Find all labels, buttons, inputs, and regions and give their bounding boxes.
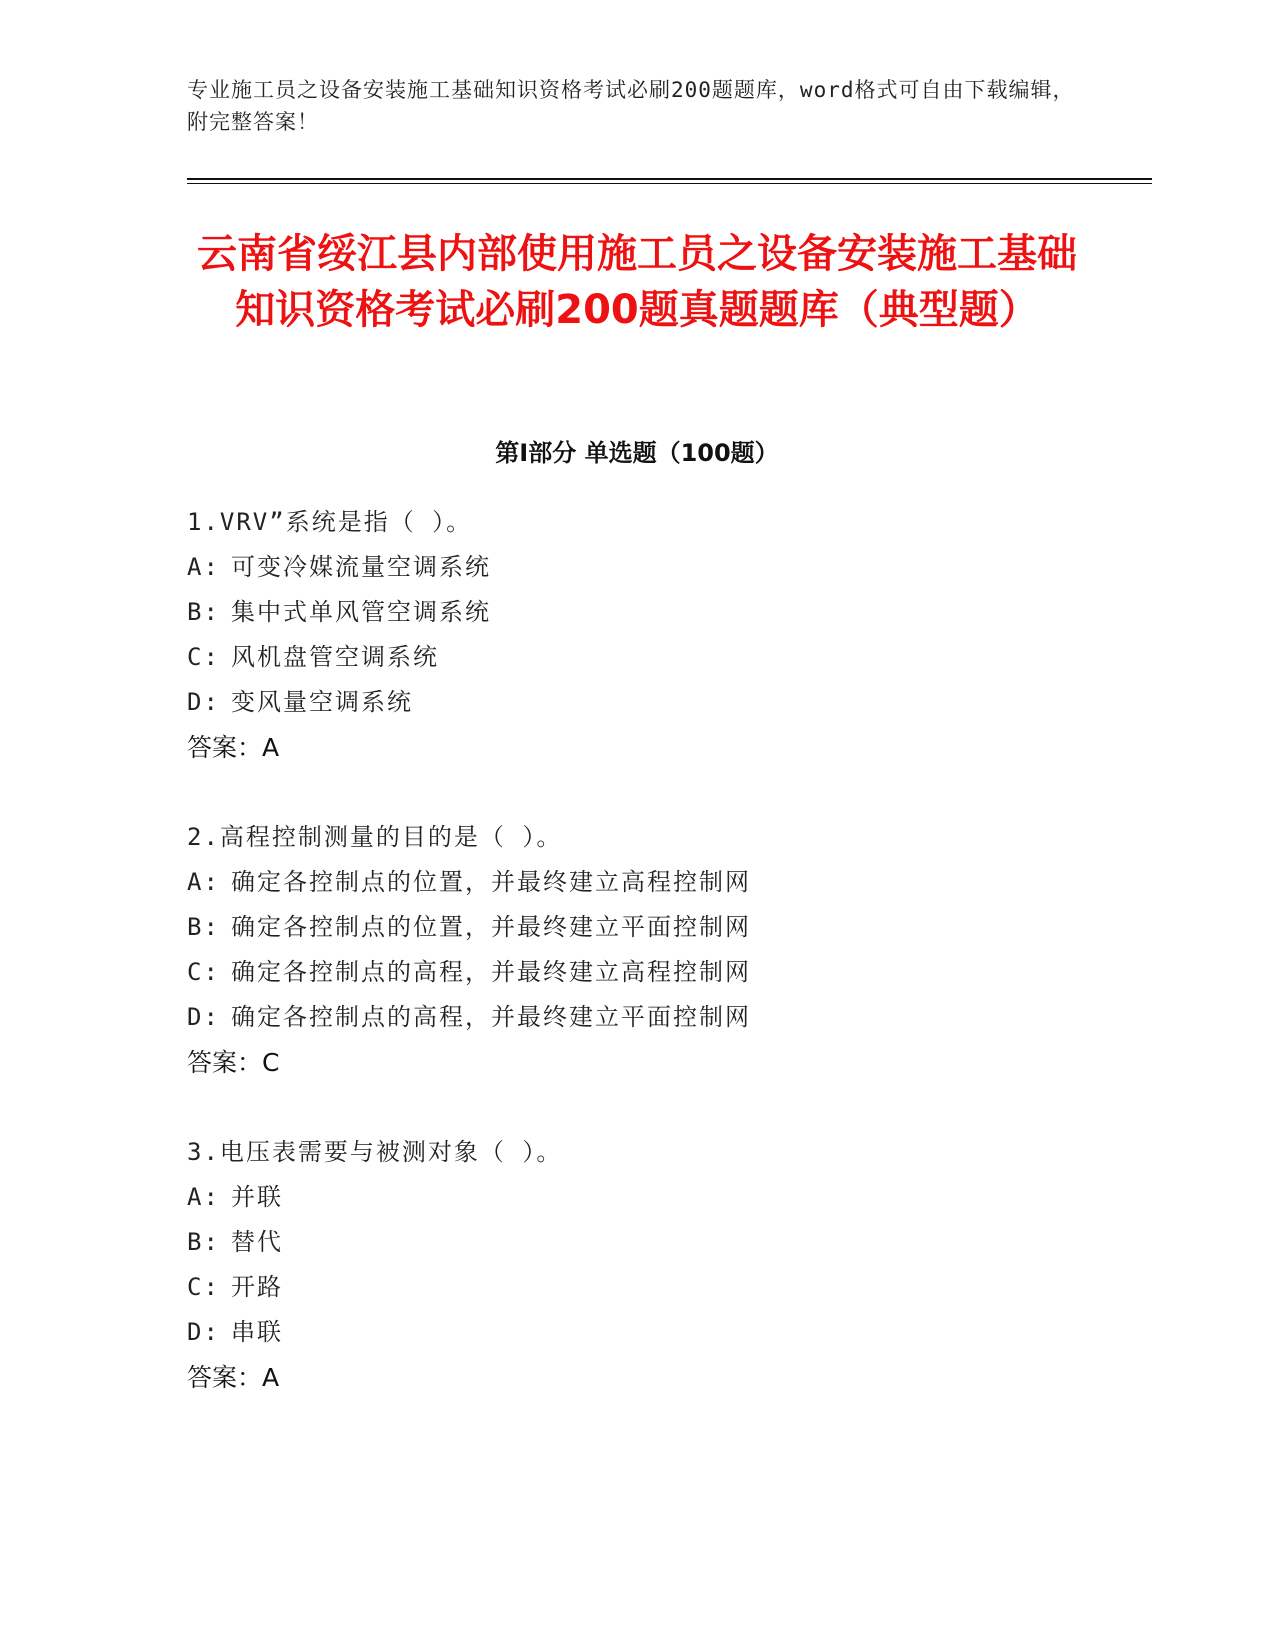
option-text: 开路 [231, 1273, 283, 1301]
question-stem: 2.高程控制测量的目的是（ ）。 [187, 823, 563, 851]
option-key: D: [187, 1318, 220, 1346]
option-text: 可变冷媒流量空调系统 [231, 553, 491, 581]
option-text: 并联 [231, 1183, 283, 1211]
question-block [187, 500, 1087, 770]
option-c [187, 950, 1087, 995]
option-b [187, 1220, 1087, 1265]
header-divider-thin [187, 183, 1152, 184]
option-key: B: [187, 598, 220, 626]
option-text: 确定各控制点的位置，并最终建立平面控制网 [231, 913, 751, 941]
question-block [187, 815, 1087, 1085]
option-key: B: [187, 913, 220, 941]
option-text: 变风量空调系统 [231, 688, 413, 716]
question-stem: 3.电压表需要与被测对象（ ）。 [187, 1138, 563, 1166]
header-divider-thick [187, 178, 1152, 180]
option-key: A: [187, 868, 220, 896]
option-text: 替代 [231, 1228, 283, 1256]
option-d [187, 1310, 1087, 1355]
option-d [187, 995, 1087, 1040]
option-text: 串联 [231, 1318, 283, 1346]
question-stem: 1.VRV”系统是指（ ）。 [187, 508, 473, 536]
option-key: C: [187, 1273, 220, 1301]
option-text: 风机盘管空调系统 [231, 643, 439, 671]
option-c [187, 1265, 1087, 1310]
option-key: D: [187, 1003, 220, 1031]
option-key: C: [187, 643, 220, 671]
document-title: 云南省绥江县内部使用施工员之设备安装施工基础知识资格考试必刷200题真题题库（典型题） [197, 231, 1077, 333]
answer: 答案：A [187, 1363, 280, 1392]
question-block [187, 1130, 1087, 1400]
option-text: 集中式单风管空调系统 [231, 598, 491, 626]
option-c [187, 635, 1087, 680]
answer: 答案：C [187, 1048, 280, 1077]
option-b [187, 905, 1087, 950]
option-key: C: [187, 958, 220, 986]
option-key: B: [187, 1228, 220, 1256]
option-key: A: [187, 553, 220, 581]
option-key: D: [187, 688, 220, 716]
option-text: 确定各控制点的高程，并最终建立平面控制网 [231, 1003, 751, 1031]
option-key: A: [187, 1183, 220, 1211]
option-a [187, 860, 1087, 905]
option-a [187, 545, 1087, 590]
option-text: 确定各控制点的位置，并最终建立高程控制网 [231, 868, 751, 896]
option-b [187, 590, 1087, 635]
header-note: 专业施工员之设备安装施工基础知识资格考试必刷200题题库，word格式可自由下载编辑，附完整答案！ [187, 78, 1075, 134]
option-a [187, 1175, 1087, 1220]
option-text: 确定各控制点的高程，并最终建立高程控制网 [231, 958, 751, 986]
section-heading: 第Ⅰ部分 单选题（100题） [495, 439, 779, 467]
answer: 答案：A [187, 733, 280, 762]
option-d [187, 680, 1087, 725]
